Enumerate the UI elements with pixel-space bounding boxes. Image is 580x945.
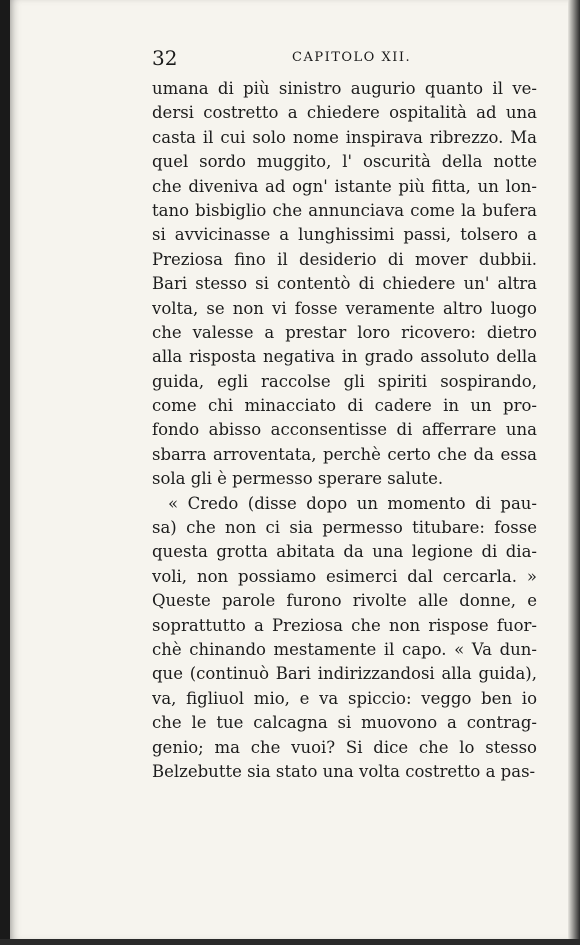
text-line: « Credo (disse dopo un momento di pau- [168,493,537,513]
text-line: sola gli è permesso sperare salute. [152,469,444,489]
text-line: umana di più sinistro augurio quanto il ve- [152,79,537,98]
text-line: sa) che non ci sia permesso titubare: fosse [152,518,537,538]
text-line: che valesse a prestar loro ricovero: dietro [152,322,537,342]
book-page [10,0,568,940]
body-text [152,77,537,784]
page-edge [568,0,580,945]
text-line: chè chinando mestamente il capo. « Va dun- [152,639,537,659]
text-line: sbarra arroventata, perchè certo che da essa [152,444,537,464]
text-line: soprattutto a Preziosa che non rispose fuor- [152,615,537,635]
text-line: Queste parole furono rivolte alle donne, e [152,591,537,611]
text-line: genio; ma che vuoi? Si dice che lo stesso [152,737,537,757]
text-line: si avvicinasse a lunghissimi passi, tolsero a [152,225,537,245]
text-line: Preziosa fino il desiderio di mover dubbii. [152,249,537,269]
text-line: dersi costretto a chiedere ospitalità ad una [152,103,537,123]
text-line: come chi minacciato di cadere in un pro- [152,396,537,416]
text-line: guida, egli raccolse gli spiriti sospirando, [152,371,537,391]
text-line: que (continuò Bari indirizzandosi alla guida), [152,664,537,684]
text-line: volta, se non vi fosse veramente altro luogo [152,298,537,318]
text-line: tano bisbiglio che annunciava come la bufera [152,200,537,220]
text-line: voli, non possiamo esimerci dal cercarla. » [152,566,537,586]
text-line: fondo abisso acconsentisse di afferrare una [152,420,537,440]
chapter-title: CAPITOLO XII. [292,50,412,65]
text-line: questa grotta abitata da una legione di dia- [152,542,537,562]
page-number: 32 [152,46,178,70]
page-header [152,45,537,75]
text-line: Bari stesso si contentò di chiedere un' altra [152,274,537,294]
text-line: Belzebutte sia stato una volta costretto a pas- [152,761,536,781]
page-bottom-edge [0,939,580,945]
text-line: alla risposta negativa in grado assoluto della [152,347,537,367]
text-line: che diveniva ad ogn' istante più fitta, un lon- [152,176,537,196]
text-line: va, figliuol mio, e va spiccio: veggo ben io [152,688,537,708]
text-line: casta il cui solo nome inspirava ribrezzo. Ma [152,127,537,147]
text-line: che le tue calcagna si muovono a contrag- [152,713,537,733]
text-line: quel sordo muggito, l' oscurità della notte [152,152,537,172]
